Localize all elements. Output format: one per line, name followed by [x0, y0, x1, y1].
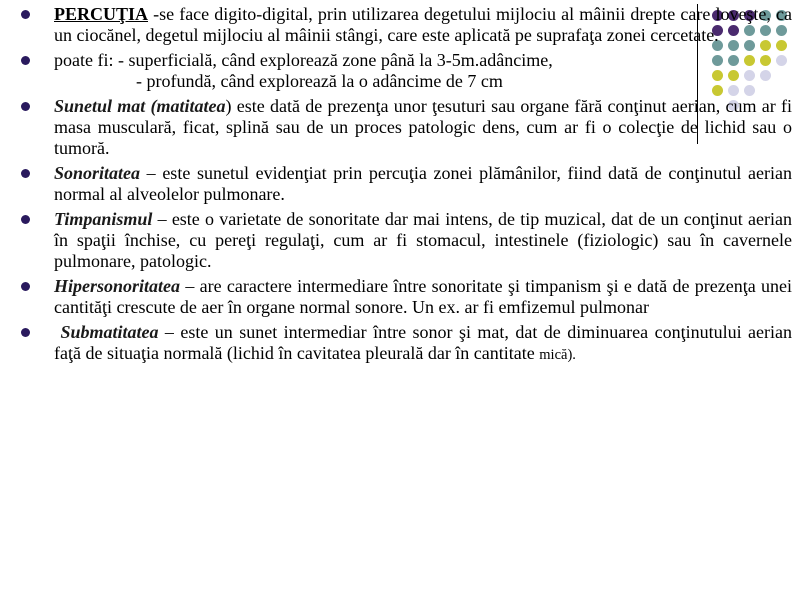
definition-text: – este sunetul evidenţiat prin percuţia zonei plămânilor, fiind dată de conţinutul aerian normal al alveolelor pulmonare.: [54, 163, 792, 204]
bullet-icon: [21, 56, 30, 65]
term-timpanismul: Timpanismul: [54, 209, 153, 229]
term-hipersonoritatea: Hipersonoritatea: [54, 276, 181, 296]
term-percutia: PERCUŢIA: [54, 4, 149, 24]
term-sonoritatea: Sonoritatea: [54, 163, 141, 183]
bullet-icon: [21, 10, 30, 19]
depth-line-superficial: poate fi: - superficială, când explorează zone până la 3-5m.adâncime,: [54, 50, 553, 70]
definition-text: ) este dată de prezenţa unor ţesuturi sau organe fără conţinut aerian, cum ar fi masa musculară, ficat, splină sau de un proces patologic dens, cum ar fi o colecţie de lichid sau o tumoră.: [54, 96, 792, 158]
definition-text: – este o varietate de sonoritate dar mai intens, de tip muzical, dat de un conţinut aerian în spaţii închise, cu pereţi regulaţi, cum ar fi stomacul, intestinele (fiziologic) sau în cavernele pulmonare, patologic.: [54, 209, 792, 271]
definition-text: -se face digito-digital, prin utilizarea degetului mijlociu al mâinii drepte care loveşte, ca un ciocănel, degetul mijlociu al mâinii stângi, care este aplicată pe suprafaţa zonei cercetate.: [54, 4, 792, 45]
bullet-icon: [21, 282, 30, 291]
list-item-percutia: [54, 4, 792, 46]
bullet-icon: [21, 328, 30, 337]
list-item-matitatea: [54, 96, 792, 159]
bullet-icon: [21, 169, 30, 178]
depth-line-profound: - profundă, când explorează la o adâncime de 7 cm: [136, 71, 503, 91]
list-item-depth: [54, 50, 792, 92]
term-matitatea: Sunetul mat (matitatea: [54, 96, 226, 116]
definition-text: – este un sunet intermediar între sonor şi mat, dat de diminuarea conţinutului aerian faţă de situaţia normală (lichid în cavitatea pleurală dar în cantitate: [54, 322, 793, 363]
list-item-sonoritatea: [54, 163, 792, 205]
list-item-timpanismul: [54, 209, 792, 272]
definition-tail: mică).: [539, 347, 576, 363]
bullet-icon: [21, 215, 30, 224]
definition-text: – are caractere intermediare între sonoritate şi timpanism şi e dată de prezenţa unei cantităţi crescute de aer în organe normal sonore. Un ex. ar fi emfizemul pulmonar: [54, 276, 792, 317]
bullet-icon: [21, 102, 30, 111]
list-item-hipersonoritatea: [54, 276, 792, 318]
list-item-submatitatea: [54, 322, 792, 366]
term-submatitatea: Submatitatea: [60, 322, 159, 342]
slide-content: [54, 4, 792, 370]
